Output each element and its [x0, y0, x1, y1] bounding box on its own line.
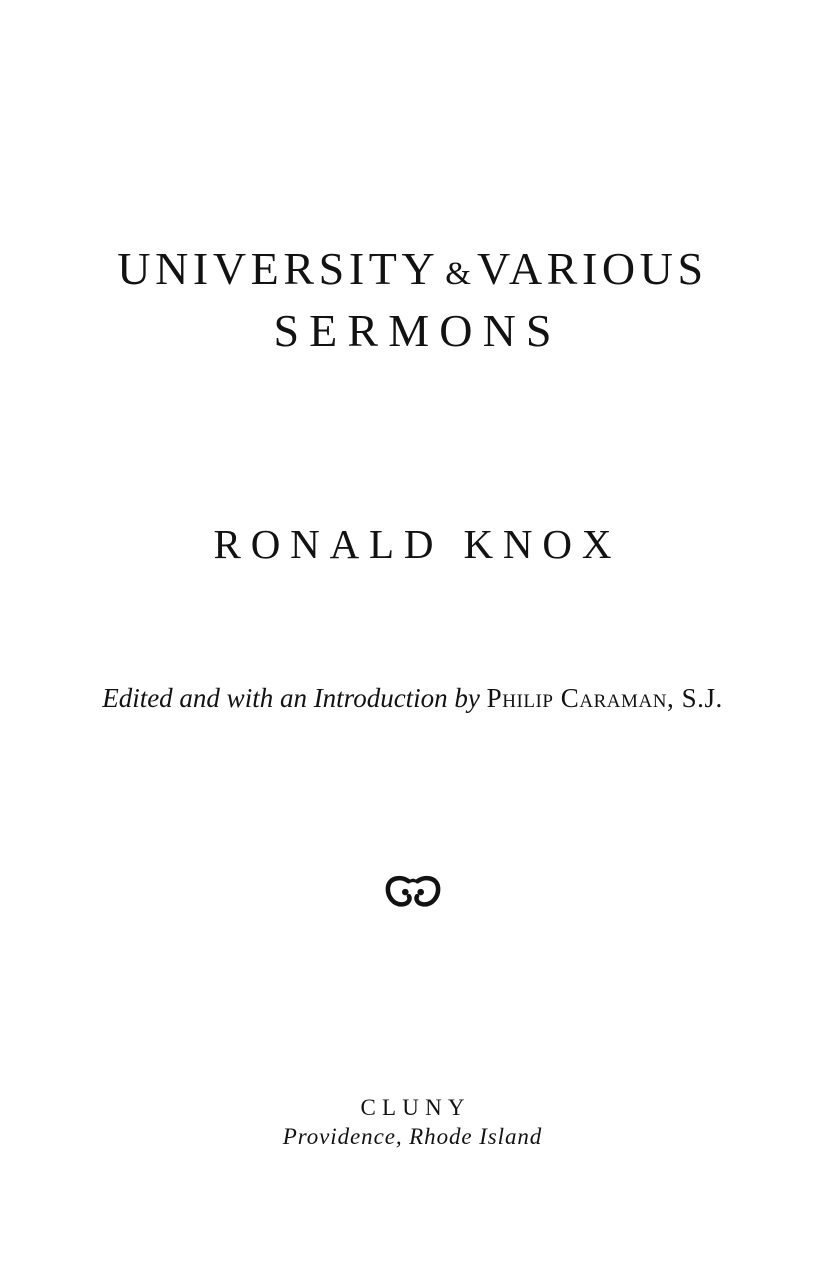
- title-line-2: SERMONS: [273, 305, 562, 356]
- title-word-various: VARIOUS: [476, 243, 708, 294]
- title-word-university: UNIVERSITY: [117, 243, 440, 294]
- editor-prefix-text: Edited and with an Introduction by: [102, 683, 487, 713]
- fleuron-ornament-icon: [0, 874, 825, 916]
- publisher-block: [0, 1094, 825, 1152]
- editor-name: Philip Caraman: [486, 683, 668, 713]
- editor-suffix: , S.J.: [667, 683, 723, 713]
- author-name: RONALD KNOX: [213, 521, 622, 567]
- title-ampersand: &: [445, 255, 471, 292]
- publisher-name: CLUNY: [360, 1095, 471, 1120]
- title-line-1: [0, 240, 825, 302]
- publisher-location: Providence, Rhode Island: [282, 1124, 543, 1149]
- editor-line: [0, 678, 825, 718]
- book-title: [0, 240, 825, 359]
